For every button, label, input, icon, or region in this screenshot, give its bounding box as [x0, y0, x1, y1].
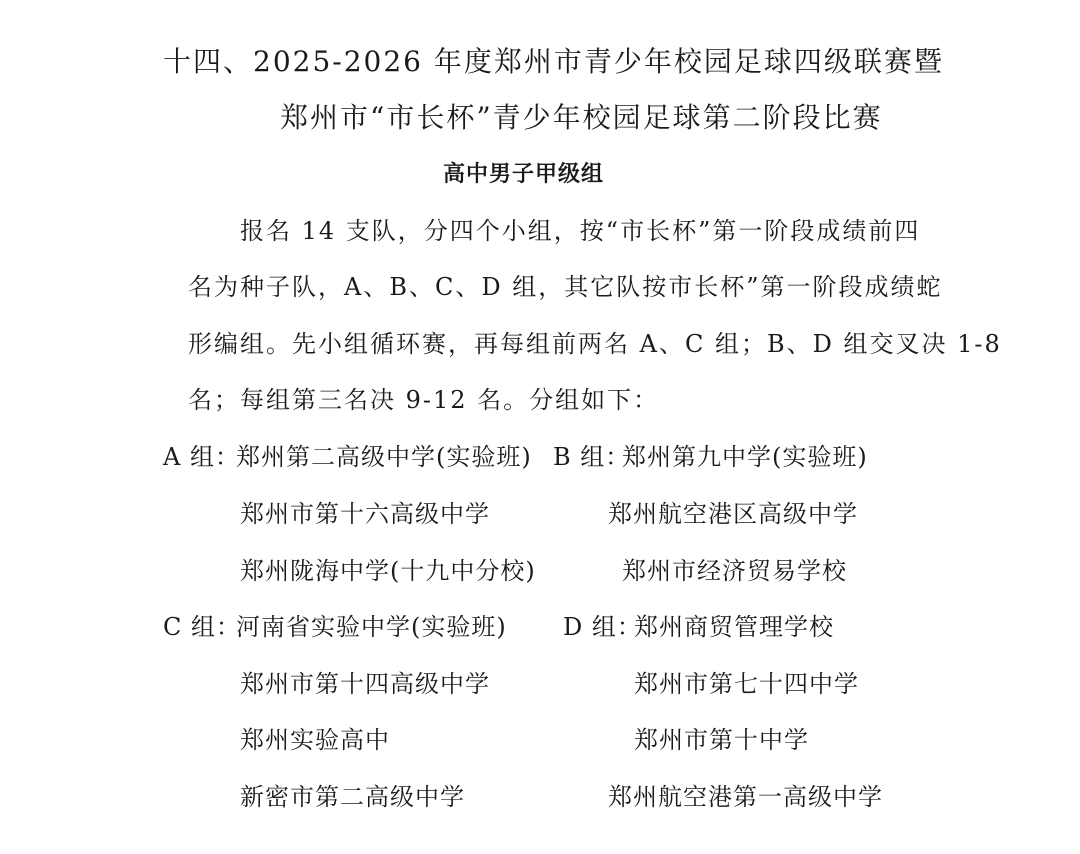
- group-b-school-3: 郑州市经济贸易学校: [622, 557, 847, 585]
- group-a-label: A 组：: [163, 443, 240, 471]
- group-a-school-1: 郑州第二高级中学(实验班): [236, 443, 532, 471]
- group-d-school-1: 郑州商贸管理学校: [634, 613, 834, 641]
- title-line-2: 郑州市“市长杯”青少年校园足球第二阶段比赛: [280, 101, 883, 134]
- group-a-school-2: 郑州市第十六高级中学: [240, 500, 490, 528]
- group-c-school-3: 郑州实验高中: [240, 726, 390, 754]
- group-a-school-3: 郑州陇海中学(十九中分校): [240, 557, 536, 585]
- section-heading: 高中男子甲级组: [443, 161, 605, 187]
- description-line-4: 名；每组第三名决 9-12 名。分组如下：: [188, 386, 660, 414]
- group-b-school-1: 郑州第九中学(实验班): [622, 443, 868, 471]
- group-d-label: D 组：: [563, 613, 642, 641]
- title-line-1: 十四、2025-2026 年度郑州市青少年校园足球四级联赛暨: [163, 45, 944, 78]
- group-d-school-2: 郑州市第七十四中学: [634, 670, 859, 698]
- group-b-school-2: 郑州航空港区高级中学: [608, 500, 858, 528]
- group-c-label: C 组：: [163, 613, 241, 641]
- group-c-school-2: 郑州市第十四高级中学: [240, 670, 490, 698]
- group-b-label: B 组：: [553, 443, 631, 471]
- description-line-3: 形编组。先小组循环赛，再每组前两名 A、C 组；B、D 组交叉决 1-8: [188, 330, 1002, 358]
- group-c-school-4: 新密市第二高级中学: [240, 783, 465, 811]
- group-d-school-3: 郑州市第十中学: [634, 726, 809, 754]
- description-line-1: 报名 14 支队，分四个小组，按“市长杯”第一阶段成绩前四: [240, 217, 921, 245]
- group-d-school-4: 郑州航空港第一高级中学: [608, 783, 883, 811]
- description-line-2: 名为种子队，A、B、C、D 组，其它队按市长杯”第一阶段成绩蛇: [188, 273, 943, 301]
- group-c-school-1: 河南省实验中学(实验班): [236, 613, 507, 641]
